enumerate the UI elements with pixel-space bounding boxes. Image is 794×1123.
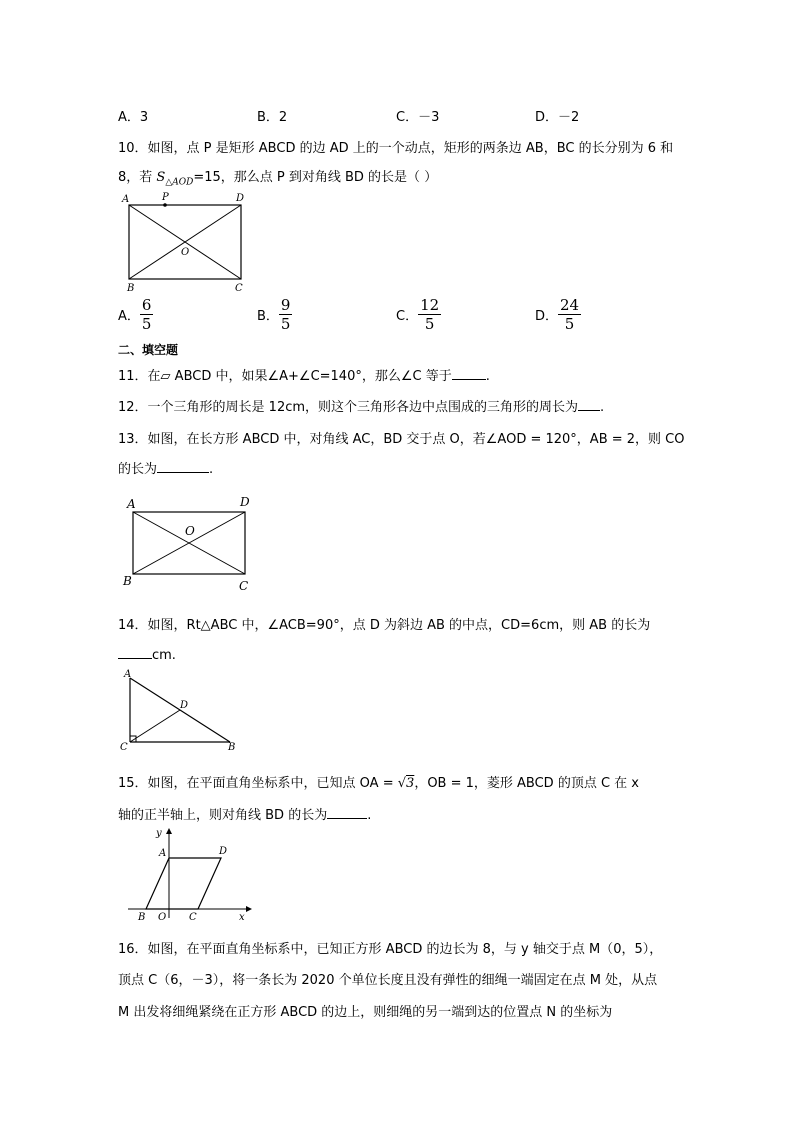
label-b: B xyxy=(228,742,236,753)
q13-blank[interactable] xyxy=(157,460,209,473)
q10-line1: 10．如图，点 P 是矩形 ABCD 的边 AD 上的一个动点，矩形的两条边 AB，BC 的长分别为 6 和 xyxy=(118,141,674,156)
label-a: A xyxy=(127,497,136,511)
q13-line1: 13．如图，在长方形 ABCD 中，对角线 AC，BD 交于点 O，若∠AOD = 120°，AB = 2，则 CO xyxy=(118,432,685,447)
x-axis-arrow xyxy=(246,906,252,912)
label-d: D xyxy=(219,846,228,857)
q9-option-c: C．－3 xyxy=(396,110,440,125)
q16-line2: 顶点 C（6，－3），将一条长为 2020 个单位长度且没有弹性的细绳一端固定在点 M 处，从点 xyxy=(118,973,658,988)
label-x: x xyxy=(239,912,245,922)
q14-line2: cm. xyxy=(118,646,176,663)
q12: 12．一个三角形的周长是 12cm，则这个三角形各边中点围成的三角形的周长为 . xyxy=(118,400,605,415)
q10-line2: 8，若 $S_{\triangle AOD}=15$，那么点 P 到对角线 BD 的长是（ ） xyxy=(118,170,438,188)
label-y: y xyxy=(156,828,162,839)
q10-option-c: C． $\frac{12}{5}$ xyxy=(396,296,440,333)
label-d: D xyxy=(236,193,245,204)
point-p xyxy=(163,203,167,207)
label-a: A xyxy=(124,669,132,680)
label-a: A xyxy=(122,194,130,205)
q10-figure xyxy=(118,190,258,294)
q14-figure xyxy=(118,668,248,754)
label-c: C xyxy=(239,579,249,593)
label-b: B xyxy=(138,912,146,922)
label-c: C xyxy=(235,283,243,294)
q11-blank[interactable] xyxy=(452,367,486,380)
rhombus-abcd xyxy=(146,858,221,909)
label-p: P xyxy=(162,192,169,203)
y-axis-arrow xyxy=(166,828,172,834)
q10-option-d: D． $\frac{24}{5}$ xyxy=(535,296,580,333)
q9-option-d: D．－2 xyxy=(535,110,580,125)
label-c: C xyxy=(189,912,197,922)
q16-line1: 16．如图，在平面直角坐标系中，已知正方形 ABCD 的边长为 8，与 y 轴交于点 M（0，5）， xyxy=(118,942,663,957)
label-c: C xyxy=(120,742,128,753)
label-o: O xyxy=(181,247,190,258)
q15-line1: 15．如图，在平面直角坐标系中，已知点 OA = √3，OB = 1，菱形 ABCD 的顶点 C 在 x xyxy=(118,776,639,791)
q15-line2: 轴的正半轴上，则对角线 BD 的长为 . xyxy=(118,808,372,823)
q12-blank[interactable] xyxy=(578,398,600,411)
q9-option-b: B．2 xyxy=(257,110,288,125)
label-o: O xyxy=(158,912,167,922)
label-d: D xyxy=(180,700,189,711)
q10-option-b: B． $\frac{9}{5}$ xyxy=(257,296,291,333)
q9-option-a: A．3 xyxy=(118,110,149,125)
section-title: 二、填空题 xyxy=(118,343,179,357)
q14-line1: 14．如图，Rt△ABC 中，∠ACB=90°，点 D 为斜边 AB 的中点，CD=6cm，则 AB 的长为 xyxy=(118,618,651,633)
q14-blank[interactable] xyxy=(118,646,152,659)
q13-line2: 的长为 . xyxy=(118,462,214,477)
q10-option-a: A． $\frac{6}{5}$ xyxy=(118,296,152,333)
label-b: B xyxy=(127,283,135,294)
label-d: D xyxy=(240,495,250,509)
q11: 11．在▱ ABCD 中，如果∠A+∠C=140°，那么∠C 等于 . xyxy=(118,369,490,384)
label-a: A xyxy=(159,848,167,859)
q15-figure xyxy=(118,822,258,922)
label-o: O xyxy=(185,524,195,538)
median-cd xyxy=(130,710,180,742)
q13-figure xyxy=(118,492,268,596)
q15-blank[interactable] xyxy=(327,806,367,819)
label-b: B xyxy=(123,574,132,588)
q16-line3: M 出发将细绳紧绕在正方形 ABCD 的边上，则细绳的另一端到达的位置点 N 的坐标为 xyxy=(118,1005,613,1020)
